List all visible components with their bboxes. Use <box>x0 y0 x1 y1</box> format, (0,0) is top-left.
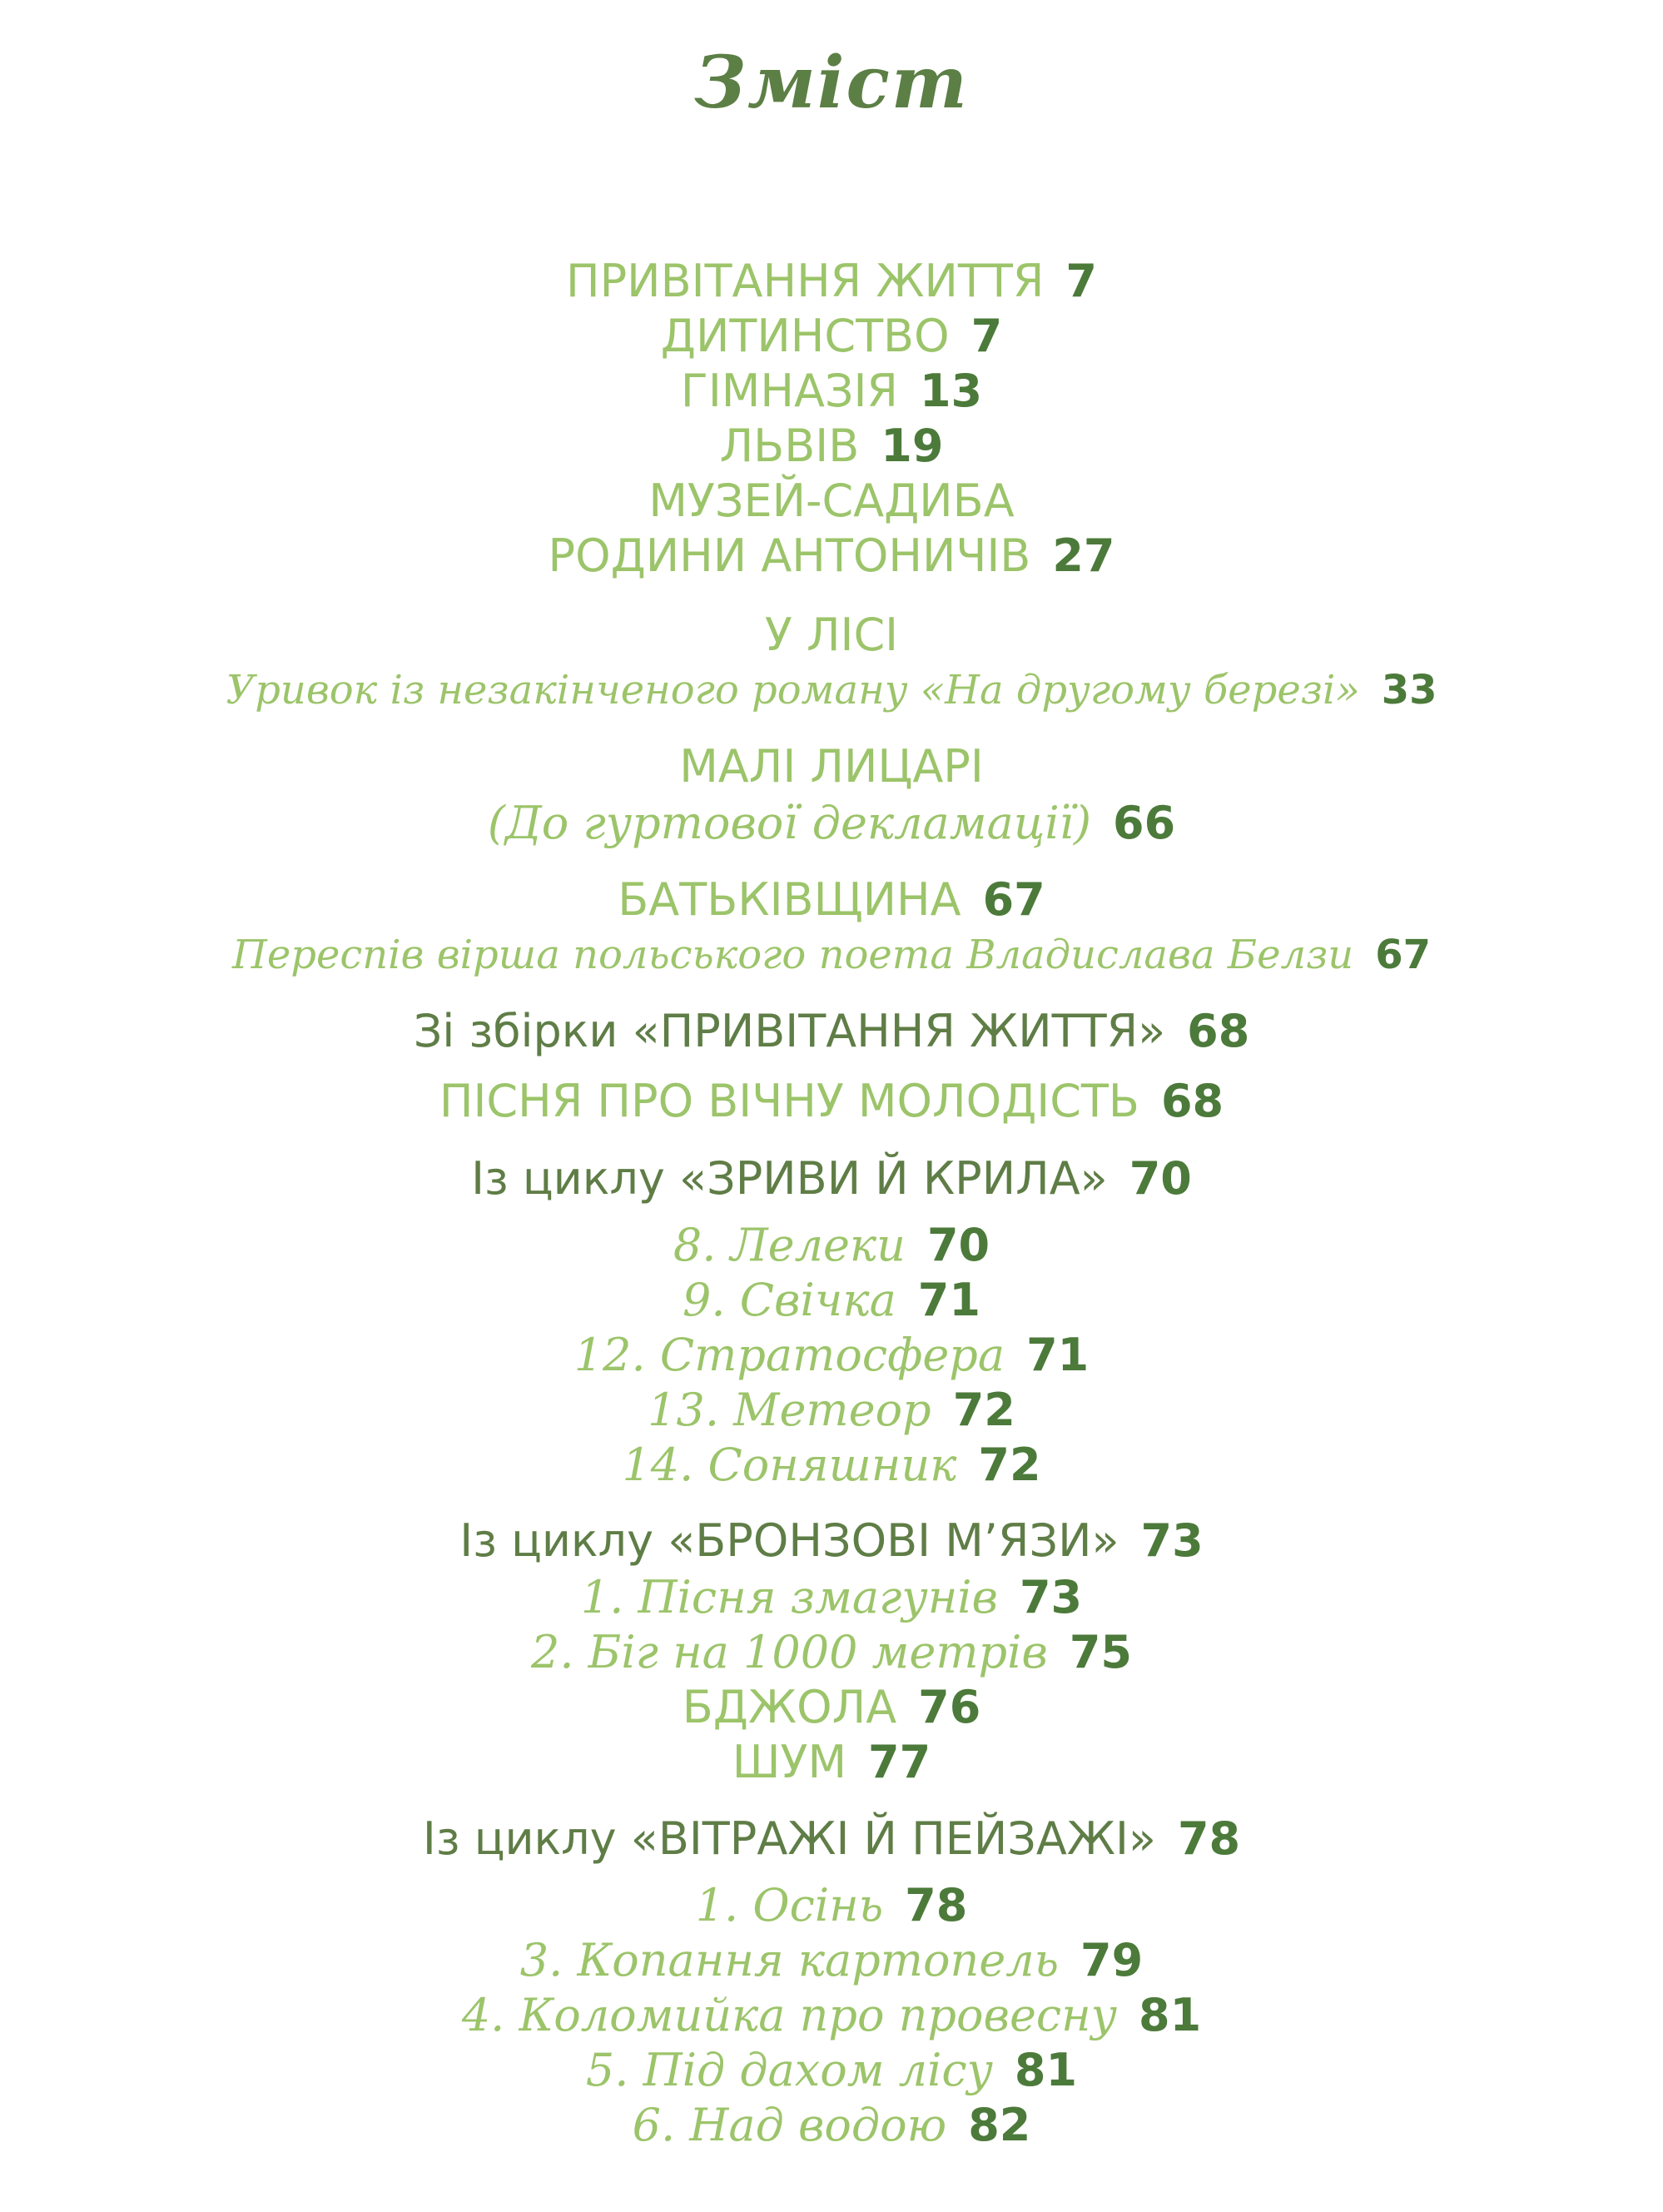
toc-entry[interactable] <box>0 1383 1663 1438</box>
entry-title: 8. Лелеки <box>673 1219 906 1271</box>
toc-entry[interactable] <box>0 1735 1663 1790</box>
toc-section-heading[interactable] <box>0 1812 1663 1867</box>
entry-title: МУЗЕЙ-САДИБА <box>648 475 1015 527</box>
entry-title: 9. Свічка <box>683 1274 896 1326</box>
entry-title: ЛЬВІВ <box>719 420 860 472</box>
entry-subtitle: Переспів вірша польського поета Владислава Белзи <box>231 932 1354 978</box>
toc-entry[interactable] <box>0 739 1663 794</box>
entry-title: 1. Осінь <box>695 1879 884 1931</box>
toc-section-heading[interactable] <box>0 1514 1663 1568</box>
entry-page: 67 <box>982 873 1045 926</box>
entry-title: ДИТИНСТВО <box>660 310 950 362</box>
entry-title: 2. Біг на 1000 метрів <box>531 1626 1048 1678</box>
toc-entry[interactable] <box>0 1570 1663 1625</box>
entry-page: 76 <box>918 1681 981 1733</box>
entry-page: 71 <box>1026 1329 1090 1381</box>
entry-page: 71 <box>917 1274 980 1326</box>
toc-section-heading[interactable] <box>0 1004 1663 1059</box>
entry-title: МАЛІ ЛИЦАРІ <box>679 740 984 793</box>
entry-page: 7 <box>970 310 1003 362</box>
entry-page: 68 <box>1160 1075 1224 1127</box>
toc-entry[interactable] <box>0 254 1663 309</box>
toc-entry[interactable] <box>0 927 1663 982</box>
entry-title: ПРИВІТАННЯ ЖИТТЯ <box>566 255 1045 307</box>
entry-title: У ЛІСІ <box>764 609 899 661</box>
section-title: Із циклу «ВІТРАЖІ Й ПЕЙЗАЖІ» <box>422 1812 1156 1865</box>
toc-entry[interactable] <box>0 1625 1663 1680</box>
entry-page: 33 <box>1381 667 1437 713</box>
entry-page: 75 <box>1069 1626 1132 1678</box>
entry-title: 6. Над водою <box>632 2099 947 2151</box>
entry-page: 27 <box>1052 529 1115 582</box>
entry-title: 1. Пісня змагунів <box>580 1571 998 1623</box>
page-title: Зміст <box>694 41 969 125</box>
toc-entry[interactable] <box>0 796 1663 851</box>
entry-page: 78 <box>905 1879 968 1931</box>
entry-page: 68 <box>1187 1005 1250 1057</box>
toc-entry[interactable] <box>0 419 1663 474</box>
toc-entry[interactable] <box>0 364 1663 419</box>
entry-title: БАТЬКІВЩИНА <box>618 873 961 926</box>
entry-title: ШУМ <box>732 1736 847 1788</box>
entry-page: 13 <box>919 365 983 417</box>
entry-page: 7 <box>1065 255 1097 307</box>
toc-entry[interactable] <box>0 1074 1663 1129</box>
entry-title: ПІСНЯ ПРО ВІЧНУ МОЛОДІСТЬ <box>439 1075 1139 1127</box>
toc-entry[interactable] <box>0 474 1663 529</box>
entry-page: 70 <box>926 1219 990 1271</box>
section-title: Із циклу «ЗРИВИ Й КРИЛА» <box>471 1152 1108 1205</box>
entry-title: 12. Стратосфера <box>573 1329 1005 1381</box>
entry-page: 72 <box>978 1439 1041 1491</box>
entry-title: 13. Метеор <box>648 1384 931 1436</box>
toc-entry[interactable] <box>0 2098 1663 2153</box>
entry-page: 19 <box>881 420 944 472</box>
section-title: Із циклу «БРОНЗОВІ М’ЯЗИ» <box>459 1514 1119 1567</box>
toc-entry[interactable] <box>0 1328 1663 1383</box>
toc-entry[interactable] <box>0 2043 1663 2098</box>
toc-entry[interactable] <box>0 663 1663 718</box>
entry-page: 81 <box>1014 2044 1078 2096</box>
entry-page: 78 <box>1177 1812 1241 1865</box>
toc-entry[interactable] <box>0 529 1663 584</box>
toc-entry[interactable] <box>0 872 1663 927</box>
entry-title: 5. Під дахом лісу <box>585 2044 993 2096</box>
entry-page: 67 <box>1375 932 1431 978</box>
entry-title: 4. Коломийка про провесну <box>461 1989 1118 2041</box>
toc-entry[interactable] <box>0 1680 1663 1735</box>
toc-section-heading[interactable] <box>0 1151 1663 1206</box>
entry-title: 3. Копання картопель <box>519 1934 1060 1986</box>
entry-title: РОДИНИ АНТОНИЧІВ <box>548 529 1031 582</box>
entry-page: 73 <box>1019 1571 1083 1623</box>
toc-entry[interactable] <box>0 608 1663 663</box>
entry-subtitle: (До гуртової декламації) <box>487 797 1092 849</box>
toc-entry[interactable] <box>0 1273 1663 1328</box>
entry-page: 66 <box>1113 797 1176 849</box>
entry-page: 81 <box>1139 1989 1202 2041</box>
entry-page: 79 <box>1080 1934 1144 1986</box>
entry-title: БДЖОЛА <box>682 1681 897 1733</box>
entry-page: 73 <box>1140 1514 1204 1567</box>
toc-entry[interactable] <box>0 1438 1663 1493</box>
toc-entry[interactable] <box>0 1878 1663 1933</box>
section-title: Зі збірки «ПРИВІТАННЯ ЖИТТЯ» <box>413 1005 1166 1057</box>
toc-entry[interactable] <box>0 309 1663 364</box>
toc-entry[interactable] <box>0 1933 1663 1988</box>
entry-page: 77 <box>868 1736 931 1788</box>
toc-entry[interactable] <box>0 1988 1663 2043</box>
entry-page: 70 <box>1129 1152 1192 1205</box>
entry-title: ГІМНАЗІЯ <box>680 365 898 417</box>
entry-subtitle: Уривок із незакінченого роману «На другому березі» <box>226 667 1360 713</box>
entry-page: 72 <box>952 1384 1015 1436</box>
entry-title: 14. Соняшник <box>622 1439 957 1491</box>
toc-entry[interactable] <box>0 1218 1663 1273</box>
entry-page: 82 <box>968 2099 1031 2151</box>
